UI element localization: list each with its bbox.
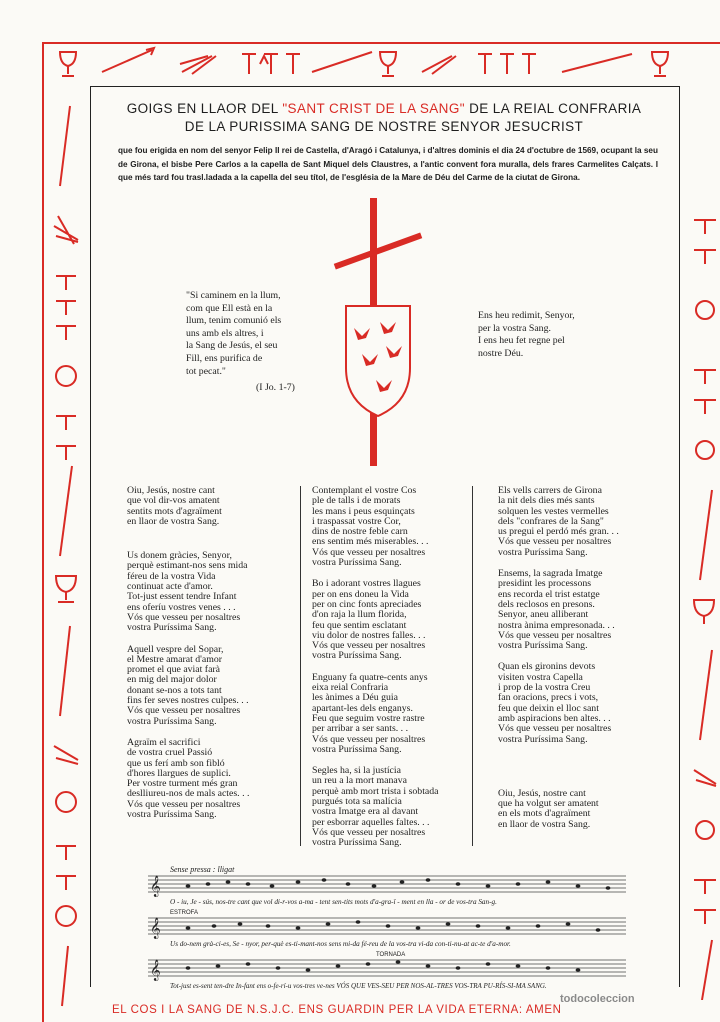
svg-text:𝄞: 𝄞: [150, 876, 161, 897]
tempo-marking: Sense pressa : lligat: [170, 865, 235, 874]
verse: Bo i adorant vostres llagues per on ens doneu la Vida per on cinc fonts apreciades d'on raja la llum florida, feu que sentim esclatant viu dolor de nostres falles. . . Vós que vesseu per nosaltres vostra Puríssima Sang.: [312, 578, 426, 662]
spear-icon: [562, 54, 632, 72]
quote-right: Ens heu redimit, Senyor, per la vostra Sang. I ens heu fet regne pel nostre Déu.: [478, 310, 575, 359]
tat-nails-icon: [478, 54, 536, 74]
right-ornament-column: [690, 200, 720, 1000]
spear-icon: [312, 52, 372, 72]
spear-icon: [60, 466, 72, 556]
staff-3: [148, 960, 626, 976]
chalice-icon: [694, 600, 714, 624]
tornada-label: TORNADA: [376, 952, 406, 958]
tat-nails-icon: [56, 416, 76, 460]
tat-nails-icon: [56, 276, 76, 340]
nails-icon: [54, 216, 78, 244]
tat-nails-icon: [694, 220, 716, 264]
quote-left: "Si caminem en la llum, com que Ell està en la llum, tenim comunió els uns amb els altres, i la Sang de Jesús, el seu Fill, ens purifica de tot pecat.": [186, 290, 282, 377]
lyrics-line-3: Tot-just es-sent ten-dre In-fant ens o-fe-rí-u vos-tres ve-nes VÓS QUE VES-SEU PER NOS-AL-TRES VOS-TRA PU-RÍS-SI-MA SANG.: [170, 982, 547, 990]
verse: Agraïm el sacrifici de vostra cruel Passió que us ferí amb son fibló d'hores llargues de suplici. Per vostre turment més gran deslliureu-nos de mals actes. . . Vós que vesseu per nosaltres vostra Puríssima Sang.: [127, 736, 250, 821]
tat-nails-icon: [694, 370, 716, 414]
svg-text:𝄞: 𝄞: [150, 960, 161, 981]
lyrics-line-1: O - iu, Je - sús, nos-tre cant que vol di-r-vos a-ma - tent sen-tits mots d'a-gra-ï - ment en lla - or de vos-tra San-g.: [170, 898, 497, 906]
footer-invocation: EL COS I LA SANG DE N.S.J.C. ENS GUARDIN PER LA VIDA ETERNA: AMEN: [112, 1004, 562, 1016]
verse: Ensems, la sagrada Imatge presidint les processons ens recorda el trist estatge dels reclosos en presons. Senyor, aneu alliberant nostra ànima empresonada. . . Vós que vesseu per nosaltres vostra Puríssima Sang.: [498, 568, 615, 652]
verse: Oiu, Jesús, nostre cant que ha volgut ser amatent en els mots d'agraïment en llaor de vostra Sang.: [498, 787, 599, 830]
chalice-icon: [380, 52, 396, 76]
verse-column-2: [312, 486, 477, 860]
verse: Segles ha, si la justícia un reu a la mort manava perquè amb mort trista i sobtada purgués tota sa malícia vostra Imatge era al davant per esborrar aquelles faltes. . . Vós que vesseu per nosaltres vostra Puríssima Sang.: [312, 765, 439, 849]
title-highlight: "SANT CRIST DE LA SANG": [282, 101, 465, 116]
chalice-icon: [56, 576, 76, 602]
nails-icon: [422, 56, 456, 74]
tat-nails-icon: [56, 846, 76, 890]
quote-left-reference: (I Jo. 1-7): [256, 382, 295, 393]
verse: Els vells carrers de Girona la nit dels dies més sants solquen les vestes vermelles dels "confrares de la Sang" us pregui el perdó més gran. . . Vós que vesseu per nosaltres vostra Puríssima Sang.: [498, 485, 619, 558]
left-ornament-column: [44, 86, 90, 1016]
column-divider: [300, 486, 301, 846]
spear-icon: [700, 650, 712, 740]
verse: Enguany fa quatre-cents anys eixa reial Confraria les ànimes a Déu guia apartant-les dels enganys. Feu que seguim vostre rastre per arribar a ser sants. . . Vós que vesseu per nosaltres vostra Puríssima Sang.: [312, 671, 428, 755]
crown-of-thorns-icon: [56, 366, 76, 386]
chalice-icon: [652, 52, 668, 76]
top-ornament-band: [42, 42, 720, 86]
verse: Contemplant el vostre Cos ple de talls i de morats les mans i peus esquinçats i traspassat vostre Cor, dins de nostre feble carn ens sentim més miserables. . . Vós que vesseu per nosaltres vostra Puríssima Sang.: [312, 485, 429, 569]
crown-of-thorns-icon: [696, 441, 714, 459]
crown-of-thorns-icon: [56, 792, 76, 812]
verse: Quan els gironins devots visiten vostra Capella i prop de la vostra Creu fan oracions, precs i vots, feu que deixin el lloc sant amb aspiracions ben altes. . . Vós que vesseu per nosaltres vostra Puríssima Sang.: [498, 661, 612, 745]
crown-of-thorns-icon: [696, 821, 714, 839]
tat-nails-icon: [242, 54, 300, 74]
column-divider: [472, 486, 473, 846]
tat-nails-icon: [694, 880, 716, 924]
crown-of-thorns-icon: [56, 906, 76, 926]
nails-icon: [180, 56, 216, 74]
verse: Us donem gràcies, Senyor, perquè estimant-nos sens mida féreu de la vostra Vida continuat acte d'amor. Tot-just essent tendre Infant ens oferíu vostres venes . . . Vós que vesseu per nosaltres vostra Puríssima Sang.: [127, 550, 248, 634]
spear-icon: [62, 946, 68, 1006]
crown-of-thorns-icon: [696, 301, 714, 319]
verse: Oiu, Jesús, nostre cant que vol dir-vos amatent sentits mots d'agraïment en llaor de vostra Sang.: [127, 485, 222, 527]
treble-clef-icon: [150, 876, 161, 981]
music-score: [148, 864, 628, 992]
shield-icon: [346, 306, 410, 416]
nails-icon: [694, 770, 716, 786]
verse-column-1: [127, 486, 302, 831]
spear-icon: [700, 490, 712, 580]
verse-column-3: [498, 486, 668, 841]
staff-1: [148, 876, 626, 892]
intro-paragraph: que fou erigida en nom del senyor Felip II rei de Castella, d'Aragó i Catalunya, i d'altres dominis el dia 24 d'octubre de 1569, ocupant la seu de Girona, el bisbe Pere Carlos a la capella de Sant Miquel dels Claustres, a l'antic convent fora muralla, dels frares Carmelites Calçats. I que més tard fou trasl.ladada a la capella del seu títol, de l'església de la Mare de Déu del Carme de la ciutat de Girona.: [118, 146, 658, 182]
verse: Aquell vespre del Sopar, el Mestre amarat d'amor promet el que aviat farà en mig del major dolor donant se-nos a tots tant fins fer seves nostres culpes. . . Vós que vesseu per nosaltres vostra Puríssima Sang.: [127, 643, 249, 727]
watermark-logo: todocoleccion: [560, 993, 635, 1005]
spear-icon: [702, 940, 712, 1000]
title-prefix: GOIGS EN LLAOR DEL: [126, 101, 279, 116]
spear-icon: [102, 48, 154, 72]
title-suffix: DE LA REIAL CONFRARIA: [469, 101, 642, 116]
svg-text:𝄞: 𝄞: [150, 918, 161, 939]
spear-icon: [60, 626, 70, 716]
title-line-1: [90, 101, 678, 116]
title-line-2: DE LA PURISSIMA SANG DE NOSTRE SENYOR JESUCRIST: [184, 119, 584, 134]
cross-shield-emblem: [318, 196, 438, 466]
estrofa-label: ESTROFA: [170, 910, 199, 916]
chalice-icon: [60, 52, 76, 76]
spear-icon: [60, 106, 70, 186]
nails-icon: [54, 746, 78, 764]
lyrics-line-2: Us do-nem grà-ci-es, Se - nyor, per-què es-ti-mant-nos sens mi-da fé-reu de la vos-tra vi-da con-ti-nu-at ac-te d'a-mor.: [170, 940, 511, 948]
